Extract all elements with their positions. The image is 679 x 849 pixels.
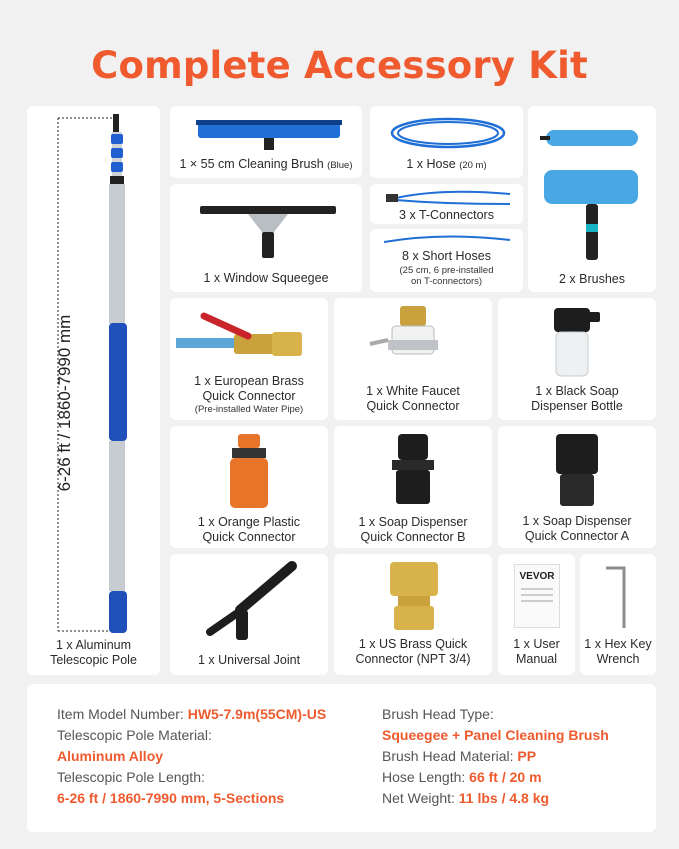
spec-hose-length xyxy=(382,767,609,788)
white-faucet-connector-image xyxy=(368,304,458,374)
universal-joint-image xyxy=(200,560,300,646)
spec-hose-length-label: Hose Length: xyxy=(382,769,470,785)
squeegee-card xyxy=(170,184,362,292)
soapa-label-line2: Quick Connector A xyxy=(524,529,630,543)
hexkey-card xyxy=(580,554,656,675)
manual-label-line1: 1 x User xyxy=(513,637,560,651)
spec-pole-length-label: Telescopic Pole Length: xyxy=(57,769,205,785)
joint-label: 1 x Universal Joint xyxy=(197,653,301,667)
hose-label-text: 1 x Hose xyxy=(406,157,456,171)
hose-label xyxy=(370,157,523,173)
cleaning-brush-image xyxy=(194,118,344,154)
us-brass-connector-image xyxy=(384,558,444,632)
soap-connector-a-image xyxy=(546,432,608,508)
spec-weight xyxy=(382,788,609,809)
usbrass-card xyxy=(334,554,492,675)
soapb-label xyxy=(334,515,492,545)
user-manual-image xyxy=(514,564,560,628)
manual-brand: VEVOR xyxy=(519,571,555,582)
usbrass-label xyxy=(334,637,492,667)
joint-card xyxy=(170,554,328,675)
euro-label-line2: Quick Connector xyxy=(202,389,296,403)
faucet-label-line1: 1 x White Faucet xyxy=(366,384,460,398)
spec-pole-material-value: Aluminum Alloy xyxy=(57,748,164,764)
brush55-label xyxy=(170,157,362,173)
window-squeegee-image xyxy=(198,202,338,262)
soapa-card xyxy=(498,426,656,548)
brush55-label-text: 1 × 55 cm Cleaning Brush xyxy=(179,157,324,171)
orange-plastic-connector-image xyxy=(220,432,280,512)
spec-head-material-value: PP xyxy=(517,748,537,764)
page-title: Complete Accessory Kit xyxy=(91,44,588,87)
tconn-card xyxy=(370,184,523,224)
euro-note: (Pre-installed Water Pipe) xyxy=(194,404,304,415)
hose-card xyxy=(370,106,523,178)
orange-label xyxy=(170,515,328,545)
specs-right xyxy=(382,704,609,809)
hexkey-label xyxy=(580,637,656,667)
short-hoses-image xyxy=(382,232,512,246)
euro-label-line1: 1 x European Brass xyxy=(194,374,304,388)
spec-weight-value: 11 lbs / 4.8 kg xyxy=(458,790,550,806)
euro-card xyxy=(170,298,328,420)
pole-label xyxy=(27,638,160,668)
manual-label-line2: Manual xyxy=(516,652,557,666)
pole-card xyxy=(27,106,160,675)
european-brass-connector-image xyxy=(174,310,324,366)
soapb-label-line2: Quick Connector B xyxy=(360,530,466,544)
soapa-label-line1: 1 x Soap Dispenser xyxy=(522,514,632,528)
shorthoses-label: 8 x Short Hoses xyxy=(402,249,491,263)
orange-label-line1: 1 x Orange Plastic xyxy=(197,515,301,529)
specs-left xyxy=(57,704,326,809)
spec-model xyxy=(57,704,326,725)
hose-note: (20 m) xyxy=(459,160,487,171)
brushes-image xyxy=(538,124,648,264)
orange-label-line2: Quick Connector xyxy=(202,530,296,544)
soap-dispenser-bottle-image xyxy=(546,304,606,378)
specs-panel xyxy=(27,684,656,832)
soapb-label-line1: 1 x Soap Dispenser xyxy=(358,515,468,529)
brush55-note: (Blue) xyxy=(327,160,353,171)
spec-head-material-label: Brush Head Material: xyxy=(382,748,518,764)
squeegee-label: 1 x Window Squeegee xyxy=(203,271,329,285)
hexkey-label-line1: 1 x Hex Key xyxy=(584,637,652,651)
usbrass-label-line1: 1 x US Brass Quick xyxy=(358,637,468,651)
spec-model-label: Item Model Number: xyxy=(57,706,188,722)
spec-head-type-label: Brush Head Type: xyxy=(382,706,494,722)
brushes-card xyxy=(528,106,656,292)
brushes-label: 2 x Brushes xyxy=(558,272,625,286)
hex-key-image xyxy=(598,562,638,632)
hexkey-label-line2: Wrench xyxy=(596,652,640,666)
manual-label xyxy=(498,637,575,667)
shorthoses-card xyxy=(370,229,523,292)
soap-connector-b-image xyxy=(382,432,444,506)
soapbottle-card xyxy=(498,298,656,420)
pole-dimension: 6-26 ft / 1860-7990 mm xyxy=(55,314,74,492)
shorthoses-note1: (25 cm, 6 pre-installed xyxy=(399,265,494,276)
faucet-label-line2: Quick Connector xyxy=(366,399,460,413)
euro-label xyxy=(170,374,328,415)
manual-card xyxy=(498,554,575,675)
faucet-label xyxy=(334,384,492,414)
soapbottle-label-line1: 1 x Black Soap xyxy=(535,384,619,398)
pole-label-line1: 1 x Aluminum xyxy=(55,638,132,652)
orange-card xyxy=(170,426,328,548)
pole-label-line2: Telescopic Pole xyxy=(50,653,137,667)
shorthoses-note2: on T-connectors) xyxy=(410,276,483,287)
spec-pole-length-value: 6-26 ft / 1860-7990 mm, 5-Sections xyxy=(57,790,285,806)
brush55-card xyxy=(170,106,362,178)
spec-model-value: HW5-7.9m(55CM)-US xyxy=(187,706,327,722)
faucet-card xyxy=(334,298,492,420)
spec-weight-label: Net Weight: xyxy=(382,790,459,806)
soapbottle-label xyxy=(498,384,656,414)
spec-hose-length-value: 66 ft / 20 m xyxy=(469,769,542,785)
t-connector-image xyxy=(382,186,512,208)
usbrass-label-line2: Connector (NPT 3/4) xyxy=(355,652,471,666)
spec-pole-material-label: Telescopic Pole Material: xyxy=(57,727,212,743)
spec-head-material xyxy=(382,746,609,767)
soapa-label xyxy=(498,514,656,544)
soapb-card xyxy=(334,426,492,548)
hose-image xyxy=(388,112,508,154)
spec-head-type-value: Squeegee + Panel Cleaning Brush xyxy=(382,727,609,743)
soapbottle-label-line2: Dispenser Bottle xyxy=(531,399,623,413)
tconn-label: 3 x T-Connectors xyxy=(399,208,494,222)
